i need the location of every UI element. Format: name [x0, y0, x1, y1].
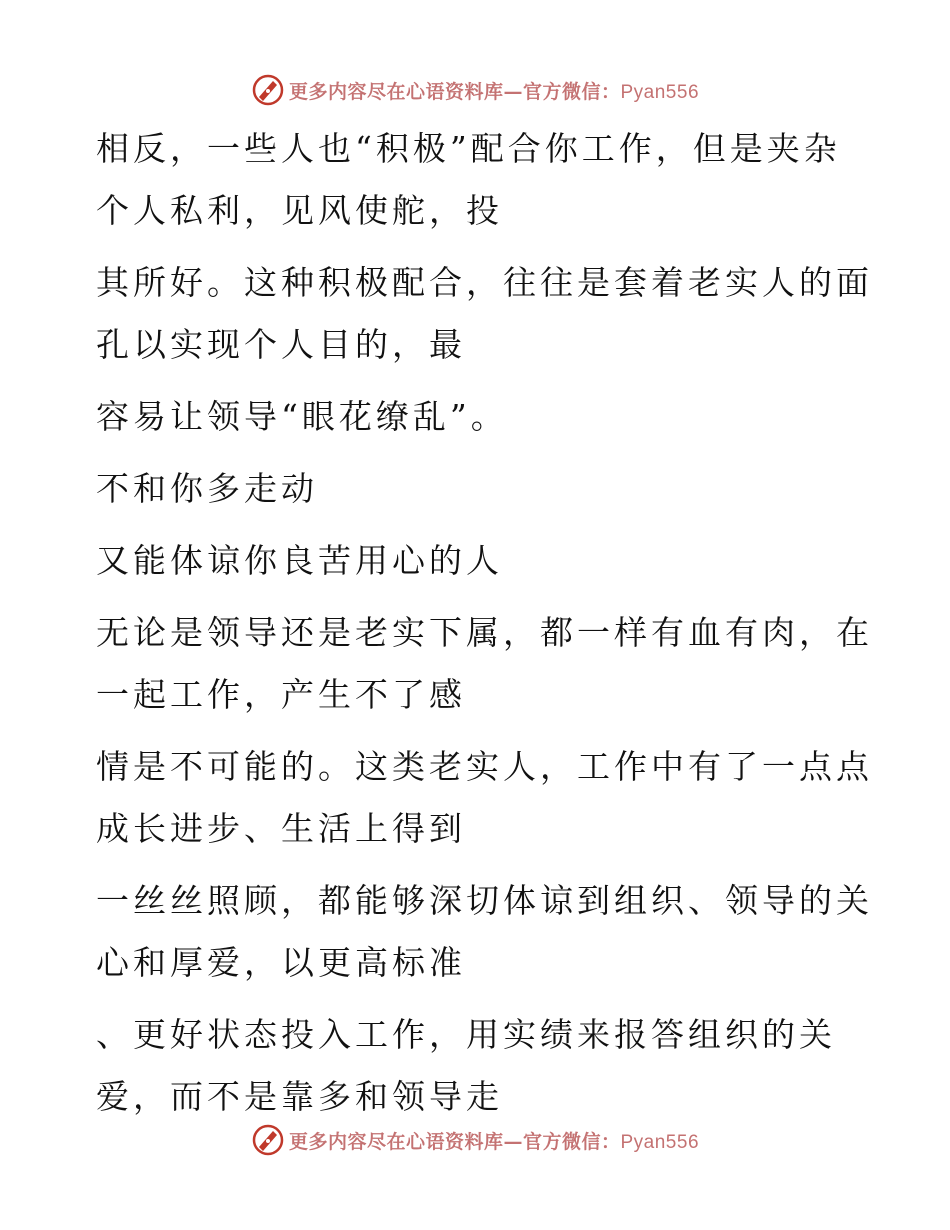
- text-line: 心和厚爱，以更高标准: [96, 943, 466, 982]
- paragraph: [96, 736, 873, 860]
- header-wechat-id: Pyan556: [620, 81, 700, 103]
- text-line: 一起工作，产生不了感: [96, 675, 466, 714]
- text-line: 个人私利，见风使舵，投: [96, 191, 503, 230]
- footer-wechat-id: Pyan556: [620, 1131, 700, 1153]
- footer-banner-text: [289, 1127, 699, 1154]
- text-line: 、更好状态投入工作，用实绩来报答组织的关: [96, 1015, 836, 1054]
- paragraph: [96, 1004, 836, 1128]
- paragraph: [96, 252, 873, 376]
- paragraph: [96, 118, 841, 242]
- header-banner-label: 更多内容尽在心语资料库—官方微信：: [288, 80, 621, 103]
- paragraph: [96, 602, 873, 726]
- footer-banner-label: 更多内容尽在心语资料库—官方微信：: [288, 1130, 621, 1153]
- paragraph: [96, 386, 836, 448]
- header-banner: [0, 70, 950, 110]
- text-line: 相反，一些人也“积极”配合你工作，但是夹杂: [96, 129, 841, 168]
- paragraph: [96, 870, 873, 994]
- text-line: 不和你多走动: [96, 469, 318, 508]
- text-line: 情是不可能的。这类老实人，工作中有了一点点: [96, 747, 873, 786]
- footer-banner: [0, 1120, 950, 1160]
- text-line: 成长进步、生活上得到: [96, 809, 466, 848]
- document-body: [96, 118, 873, 1128]
- pen-nib-icon: [251, 1123, 285, 1157]
- paragraph: [96, 530, 836, 592]
- header-banner-text: [289, 77, 699, 104]
- paragraph: [96, 458, 836, 520]
- text-line: 爱，而不是靠多和领导走: [96, 1077, 503, 1116]
- text-line: 其所好。这种积极配合，往往是套着老实人的面: [96, 263, 873, 302]
- text-line: 又能体谅你良苦用心的人: [96, 541, 503, 580]
- text-line: 无论是领导还是老实下属，都一样有血有肉，在: [96, 613, 873, 652]
- pen-nib-icon: [251, 73, 285, 107]
- text-line: 容易让领导“眼花缭乱”。: [96, 397, 508, 436]
- text-line: 一丝丝照顾，都能够深切体谅到组织、领导的关: [96, 881, 873, 920]
- text-line: 孔以实现个人目的，最: [96, 325, 466, 364]
